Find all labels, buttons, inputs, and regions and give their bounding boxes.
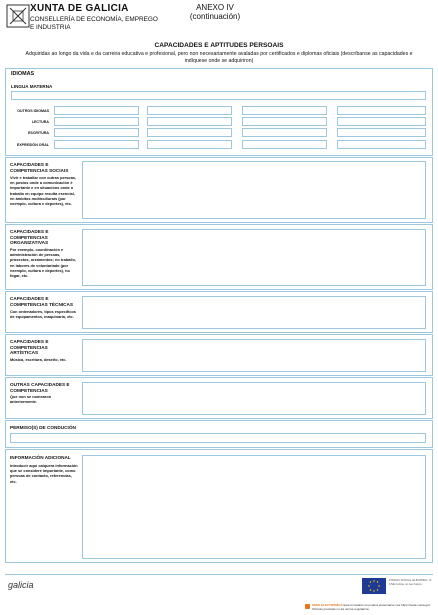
other-skills-section bbox=[5, 377, 433, 419]
driving-licence-field[interactable] bbox=[10, 433, 426, 443]
artistic-skills-label: CAPACIDADES E COMPETENCIAS ARTÍSTICAS bbox=[10, 339, 49, 355]
driving-licence-label: PERMISO(S) DE CONDUCIÓN bbox=[10, 425, 76, 430]
submission-note bbox=[312, 604, 434, 611]
social-skills-label: CAPACIDADES E COMPETENCIAS SOCIAIS bbox=[10, 162, 69, 173]
reading-label: LECTURA bbox=[31, 120, 49, 124]
additional-info-section bbox=[5, 449, 433, 563]
languages-section bbox=[5, 68, 433, 156]
writing-field[interactable] bbox=[54, 128, 139, 137]
reading-field[interactable] bbox=[242, 117, 327, 126]
org-name: XUNTA DE GALICIA bbox=[30, 3, 129, 14]
other-skills-description: Que non se nomearon anteriormente. bbox=[10, 394, 52, 405]
social-skills-field[interactable] bbox=[82, 161, 426, 219]
language-name-field[interactable] bbox=[147, 106, 232, 115]
artistic-skills-field[interactable] bbox=[82, 339, 426, 372]
technical-skills-section bbox=[5, 291, 433, 333]
additional-info-label: INFORMACIÓN ADICIONAL bbox=[10, 455, 71, 460]
social-skills-section bbox=[5, 157, 433, 223]
driving-licence-section bbox=[5, 420, 433, 448]
technical-skills-label: CAPACIDADES E COMPETENCIAS TÉCNICAS bbox=[10, 296, 74, 307]
organisational-skills-label: CAPACIDADES E COMPETENCIAS ORGANIZATIVAS bbox=[10, 229, 49, 245]
mother-tongue-field[interactable] bbox=[11, 91, 426, 100]
writing-label: ESCRITURA bbox=[28, 131, 49, 135]
language-name-field[interactable] bbox=[54, 106, 139, 115]
eu-flag-icon bbox=[362, 578, 386, 594]
electronic-office-link[interactable]: SEDE ELECTRÓNICA bbox=[312, 603, 343, 607]
xunta-shield-icon bbox=[6, 4, 30, 28]
other-skills-field[interactable] bbox=[82, 382, 426, 415]
reading-field[interactable] bbox=[337, 117, 426, 126]
social-skills-description: Vivir e traballar con outras persoas, en postos onde a comunicación é importante e en situacións onde o traballo en equipo resulta esencial, en ámbitos multiculturais (por exemplo, cultura e deportes), etc. bbox=[10, 175, 77, 207]
additional-info-field[interactable] bbox=[82, 455, 426, 559]
esf-caption: FONDO SOCIAL EUROPEO. O FSE inviste no teu futuro bbox=[389, 578, 432, 586]
writing-field[interactable] bbox=[242, 128, 327, 137]
annex-label bbox=[180, 3, 250, 21]
document-subtitle: Adquiridas ao longo da vida e da carreira educativa e profesional, pero non necesariamente avaladas por certificados e diplomas oficiais (descríbanse as capacidades e indíquese onde se adquiriron) bbox=[25, 51, 413, 64]
reading-field[interactable] bbox=[54, 117, 139, 126]
org-department: CONSELLERÍA DE ECONOMÍA, EMPREGO E INDUSTRIA bbox=[30, 16, 158, 31]
oral-expression-field[interactable] bbox=[337, 140, 426, 149]
oral-expression-field[interactable] bbox=[54, 140, 139, 149]
reading-field[interactable] bbox=[147, 117, 232, 126]
artistic-skills-description: Música, escritura, deseño, etc. bbox=[10, 357, 67, 362]
language-name-field[interactable] bbox=[337, 106, 426, 115]
footer-divider bbox=[5, 574, 433, 575]
artistic-skills-section bbox=[5, 334, 433, 376]
annex-continuation: (continuación) bbox=[189, 12, 241, 21]
electronic-office-icon bbox=[305, 604, 310, 609]
annex-title: ANEXO IV bbox=[196, 3, 234, 12]
technical-skills-field[interactable] bbox=[82, 296, 426, 329]
writing-field[interactable] bbox=[147, 128, 232, 137]
organisational-skills-field[interactable] bbox=[82, 229, 426, 286]
oral-expression-label: EXPRESIÓN ORAL bbox=[16, 143, 49, 147]
additional-info-description: Introducir aquí calquera información que se considere importante, como persoas de contacto, referencias, etc. bbox=[10, 463, 78, 484]
language-name-field[interactable] bbox=[242, 106, 327, 115]
oral-expression-field[interactable] bbox=[242, 140, 327, 149]
submission-note-text: Este formulario só poderá presentarse nas https://sede.xunta.gal . Oficinas previstas no da norma reguladora. bbox=[312, 603, 432, 611]
other-skills-label: OUTRAS CAPACIDADES E COMPETENCIAS bbox=[10, 382, 70, 393]
other-languages-label: OUTROS IDIOMAS bbox=[17, 109, 49, 113]
oral-expression-field[interactable] bbox=[147, 140, 232, 149]
mother-tongue-label: LINGUA MATERNA bbox=[11, 84, 53, 89]
organisational-skills-section bbox=[5, 224, 433, 290]
writing-field[interactable] bbox=[337, 128, 426, 137]
technical-skills-description: Con ordenadores, tipos específicos de equipamentos, maquinaria, etc. bbox=[10, 309, 76, 320]
languages-heading: IDIOMAS bbox=[11, 71, 35, 77]
document-title: CAPACIDADES E APTITUDES PERSOAIS bbox=[154, 42, 284, 49]
organisational-skills-description: Por exemplo, coordinación e administración de persoas, proxectos, orzamentos; no traballo, en labores de voluntariado (por exemplo, cultura e deportes), no fogar, etc. bbox=[10, 247, 76, 279]
galicia-logo: galicia bbox=[8, 580, 34, 590]
